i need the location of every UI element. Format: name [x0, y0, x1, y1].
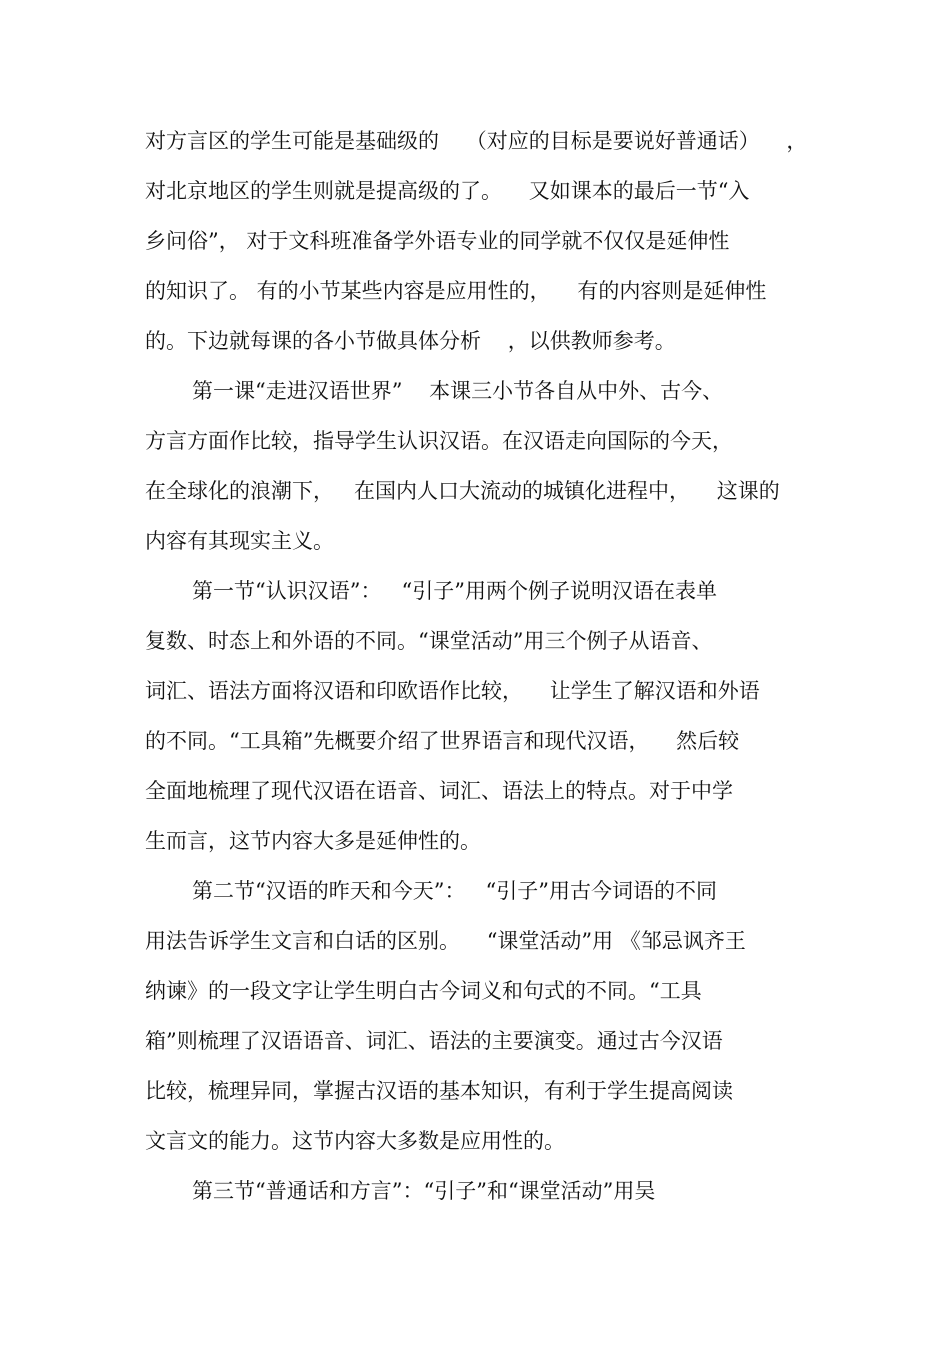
- text-line: 复数、时态上和外语的不同。“课堂活动”用三个例子从语音、: [145, 629, 713, 653]
- text-line: 的知识了。 有的小节某些内容是应用性的， 有的内容则是延伸性: [145, 279, 767, 303]
- text-line: 生而言，这节内容大多是延伸性的。: [145, 829, 481, 853]
- text-line: 词汇、语法方面将汉语和印欧语作比较， 让学生了解汉语和外语: [145, 679, 760, 703]
- text-line: 对北京地区的学生则就是提高级的了。 又如课本的最后一节“入: [145, 179, 750, 203]
- text-line: 内容有其现实主义。: [145, 529, 334, 553]
- text-line: 方言方面作比较，指导学生认识汉语。在汉语走向国际的今天，: [145, 429, 733, 453]
- text-line: 文言文的能力。这节内容大多数是应用性的。: [145, 1129, 565, 1153]
- text-line: 纳谏》的一段文字让学生明白古今词义和句式的不同。“工具: [145, 979, 702, 1003]
- paragraph-start-line: 第一节“认识汉语”： “引子”用两个例子说明汉语在表单: [192, 579, 717, 603]
- paragraph-start-line: 第二节“汉语的昨天和今天”： “引子”用古今词语的不同: [192, 879, 717, 903]
- text-line: 在全球化的浪潮下， 在国内人口大流动的城镇化进程中， 这课的: [145, 479, 780, 503]
- text-line: 乡问俗”， 对于文科班准备学外语专业的同学就不仅仅是延伸性: [145, 229, 730, 253]
- text-line: 箱”则梳理了汉语语音、词汇、语法的主要演变。通过古今汉语: [145, 1029, 723, 1053]
- text-line: 的不同。“工具箱”先概要介绍了世界语言和现代汉语， 然后较: [145, 729, 740, 753]
- text-line: 对方言区的学生可能是基础级的 （对应的目标是要说好普通话） ，: [145, 129, 808, 153]
- text-line: 全面地梳理了现代汉语在语音、词汇、语法上的特点。对于中学: [145, 779, 733, 803]
- text-line: 比较，梳理异同，掌握古汉语的基本知识，有利于学生提高阅读: [145, 1079, 733, 1103]
- paragraph-start-line: 第一课“走进汉语世界” 本课三小节各自从中外、古今、: [192, 379, 724, 403]
- paragraph-start-line: 第三节“普通话和方言”：“引子”和“课堂活动”用吴: [192, 1179, 656, 1203]
- text-line: 用法告诉学生文言和白话的区别。 “课堂活动”用 《邹忌讽齐王: [145, 929, 746, 953]
- text-line: 的。下边就每课的各小节做具体分析 ，以供教师参考。: [145, 329, 676, 353]
